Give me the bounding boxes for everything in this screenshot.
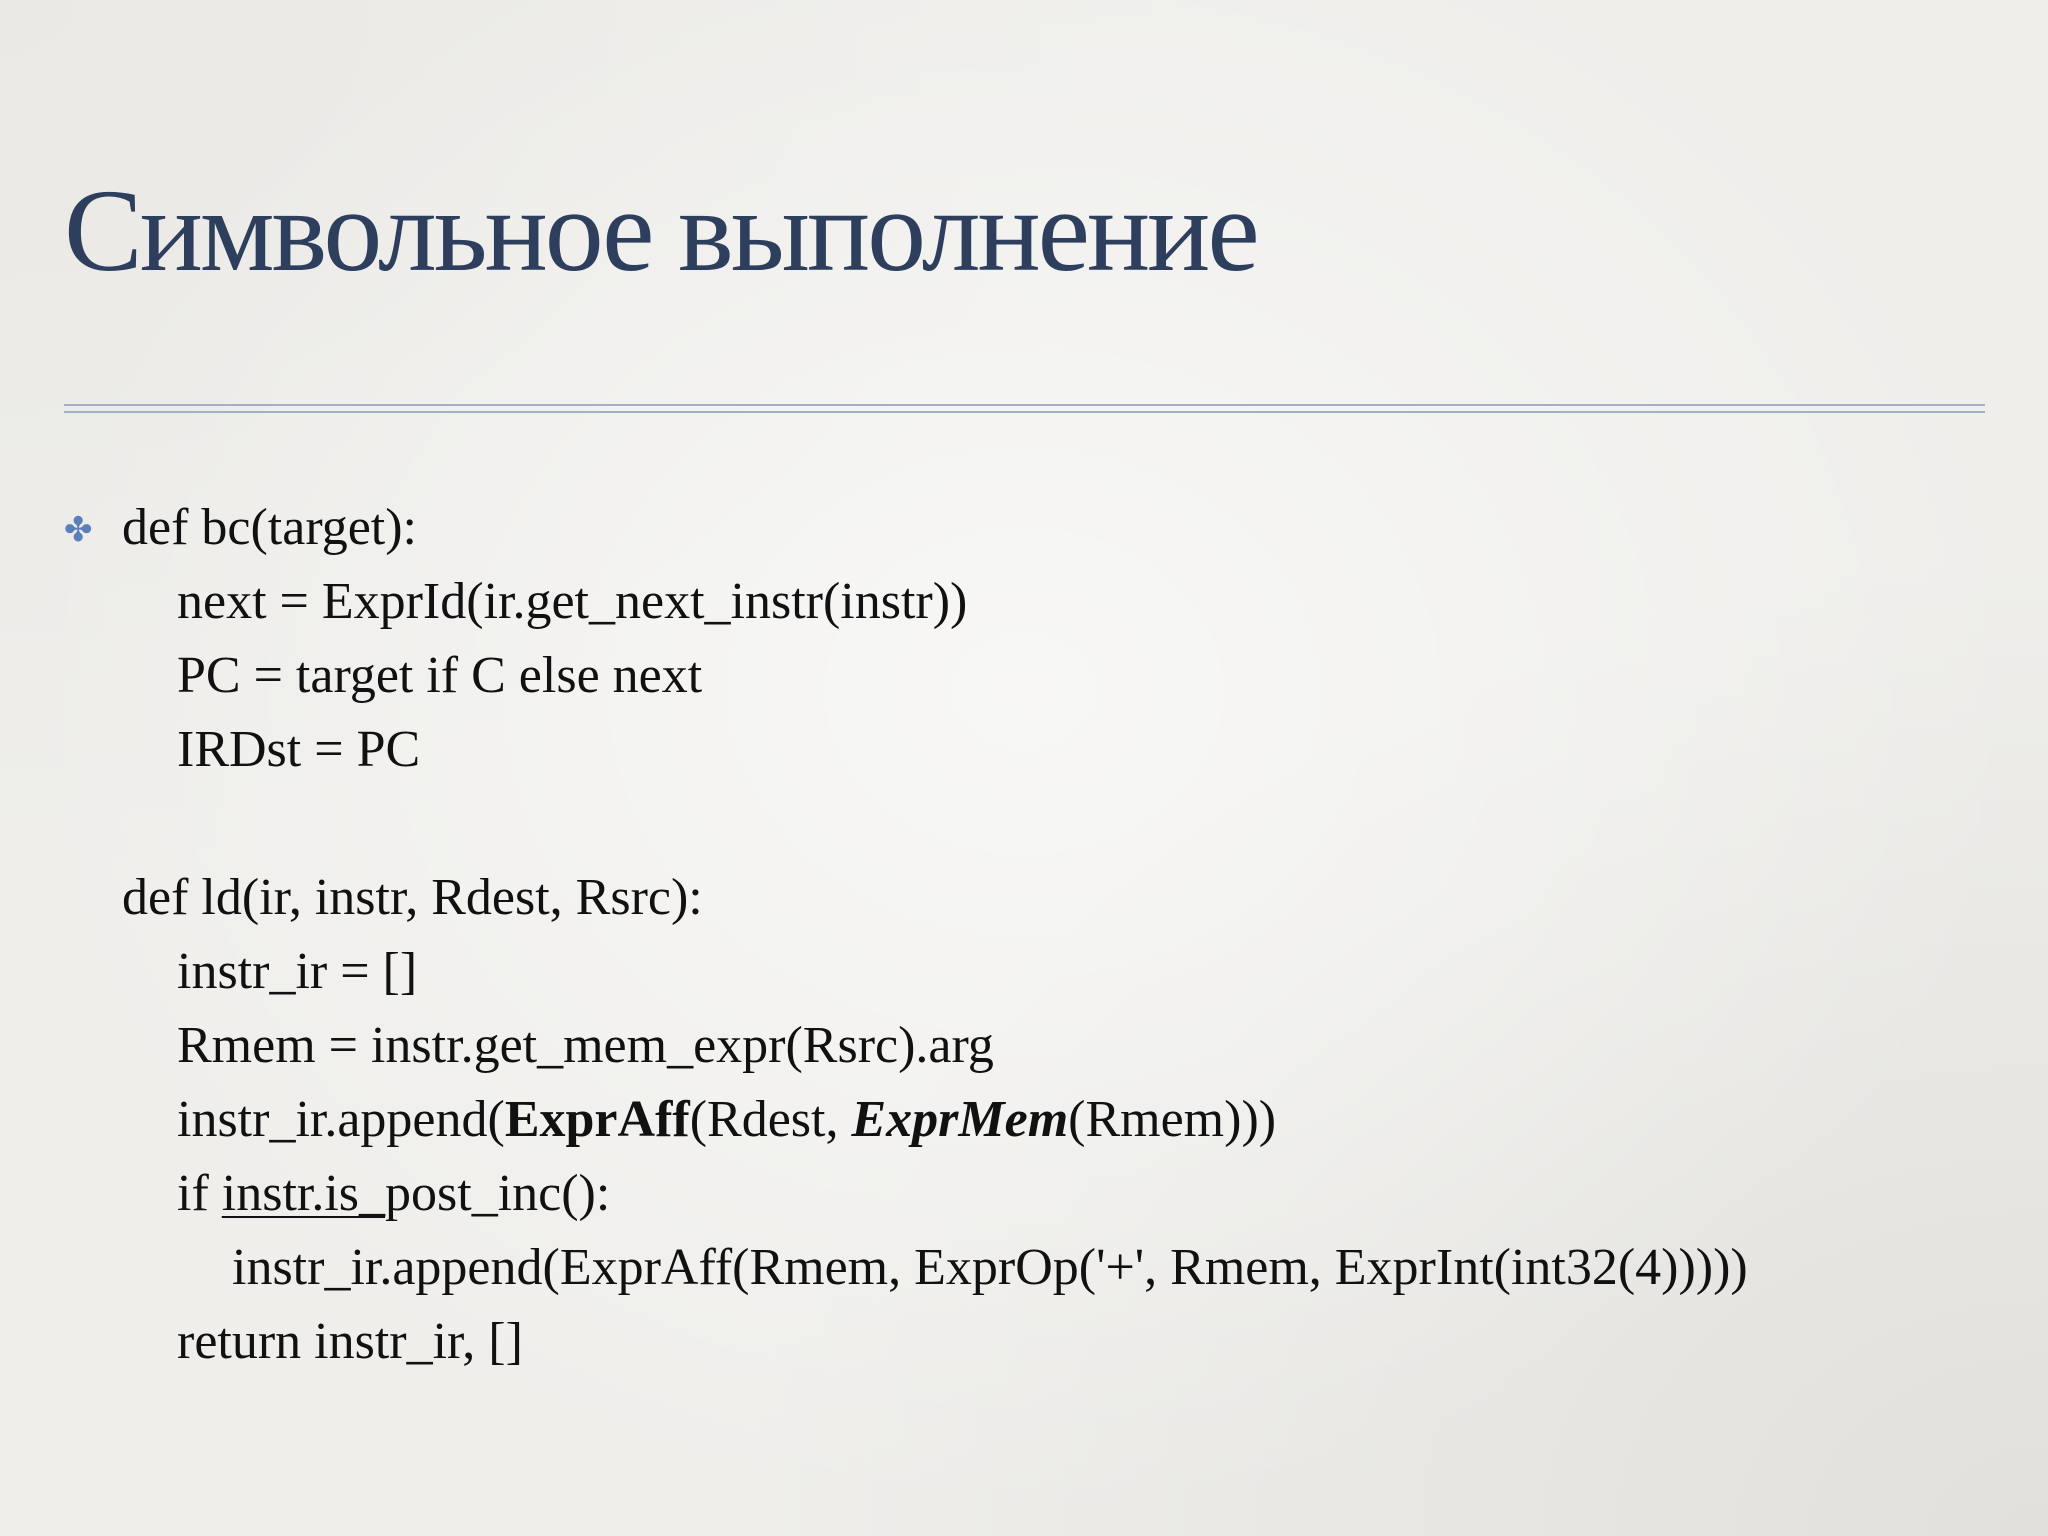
code-line-ld-return: return instr_ir, [] <box>177 1313 523 1370</box>
code-line-ld-append-exprmem <box>122 1083 2022 1157</box>
append-middle: (Rdest, <box>689 1091 852 1148</box>
code-blank-line <box>122 787 2022 861</box>
code-line-bc-def: def bc(target): <box>122 499 417 556</box>
code-block <box>122 491 2022 1379</box>
slide-title: Символьное выполнение <box>64 165 1257 296</box>
exprmem-aff-bold: ExprAff <box>504 1091 690 1148</box>
code-line-bc-pc: PC = target if C else next <box>177 647 703 704</box>
code-line-ld-def: def ld(ir, instr, Rdest, Rsrc): <box>122 869 703 926</box>
title-divider-bottom <box>64 411 1985 413</box>
code-line-ld-instr-ir: instr_ir = [] <box>177 943 418 1000</box>
code-line-ld-rmem: Rmem = instr.get_mem_expr(Rsrc).arg <box>177 1017 994 1074</box>
bullet-icon: ✤ <box>64 510 93 550</box>
title-divider-top <box>64 404 1985 406</box>
code-line-ld-if <box>122 1157 2022 1231</box>
if-suffix: post_inc(): <box>385 1165 611 1222</box>
code-line-ld-append-exprop: instr_ir.append(ExprAff(Rmem, ExprOp('+', Rmem, ExprInt(int32(4))))) <box>232 1239 1748 1296</box>
code-line-bc-irdst: IRDst = PC <box>177 721 421 778</box>
exprmem-bolditalic: ExprMem <box>851 1091 1069 1148</box>
if-underlined-part: instr.is_ <box>221 1165 386 1222</box>
append-prefix: instr_ir.append( <box>177 1091 505 1148</box>
if-prefix: if <box>177 1165 222 1222</box>
append-suffix: (Rmem))) <box>1068 1091 1277 1148</box>
code-line-bc-next: next = ExprId(ir.get_next_instr(instr)) <box>177 573 968 630</box>
